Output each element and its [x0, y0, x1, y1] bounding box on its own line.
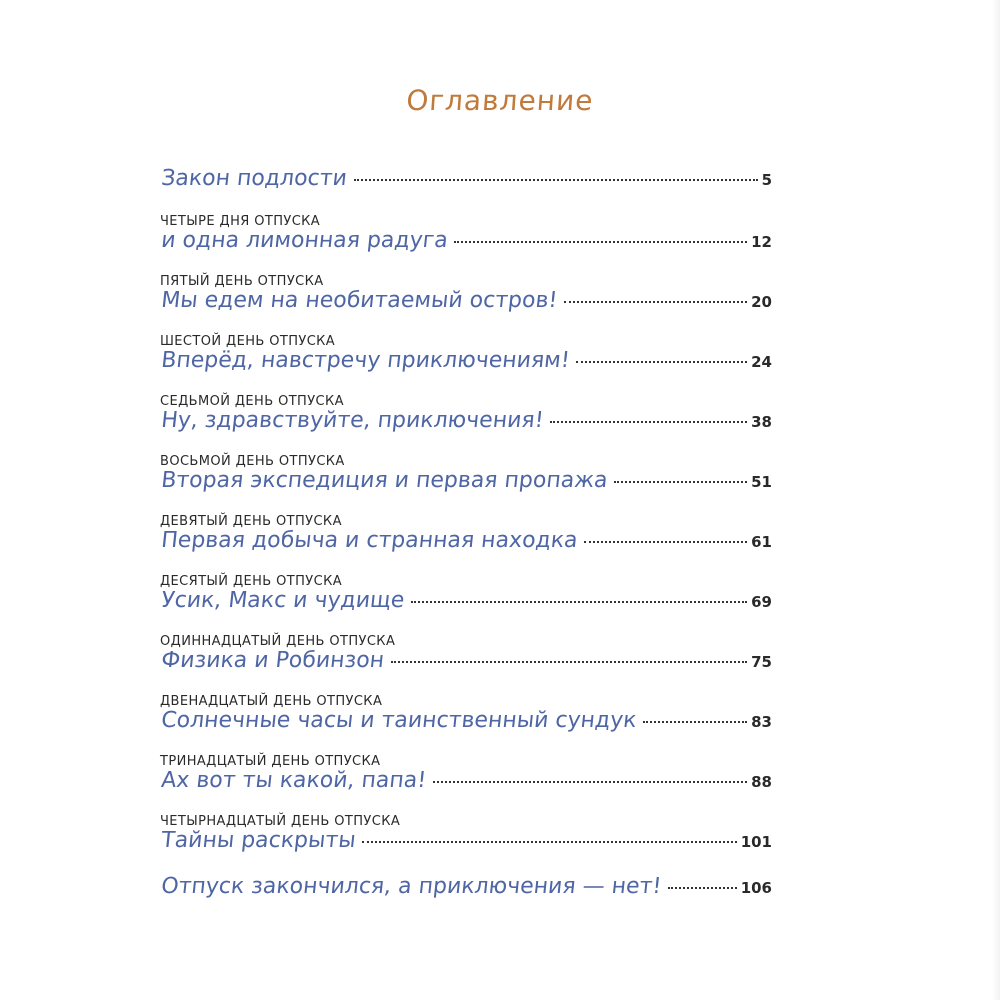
page-number: 51: [751, 473, 772, 491]
toc-entry: [160, 574, 772, 634]
page-number: 106: [740, 879, 772, 897]
dot-leader: [643, 721, 747, 723]
page-number: 88: [751, 773, 772, 791]
page-number: 24: [751, 353, 772, 371]
toc-line: [160, 828, 772, 853]
chapter-title: Мы едем на необитаемый остров!: [160, 288, 559, 313]
chapter-title: Вторая экспедиция и первая пропажа: [160, 468, 609, 493]
toc-line: [160, 408, 772, 433]
toc-heading: Оглавление: [405, 84, 595, 117]
chapter-day-label: ДЕВЯТЫЙ ДЕНЬ ОТПУСКА: [160, 514, 342, 529]
toc-entry: [160, 814, 772, 874]
toc-entry: [160, 514, 772, 574]
table-of-contents: [160, 166, 772, 918]
chapter-title: Тайны раскрыты: [160, 828, 357, 853]
dot-leader: [433, 781, 747, 783]
toc-entry: [160, 694, 772, 754]
chapter-day-label: ТРИНАДЦАТЫЙ ДЕНЬ ОТПУСКА: [160, 754, 381, 769]
dot-leader: [550, 421, 747, 423]
toc-entry: [160, 634, 772, 694]
chapter-title: Отпуск закончился, а приключения — нет!: [160, 874, 663, 899]
page-number: 101: [740, 833, 772, 851]
chapter-title: Вперёд, навстречу приключениям!: [160, 348, 571, 373]
chapter-title: Первая добыча и странная находка: [160, 528, 579, 553]
toc-line: [160, 528, 772, 553]
dot-leader: [411, 601, 747, 603]
chapter-day-label: ОДИННАДЦАТЫЙ ДЕНЬ ОТПУСКА: [160, 634, 396, 649]
chapter-title: Солнечные часы и таинственный сундук: [160, 708, 638, 733]
page-number: 5: [761, 171, 772, 189]
chapter-title: Усик, Макс и чудище: [160, 588, 406, 613]
page-number: 12: [751, 233, 772, 251]
page-number: 61: [751, 533, 772, 551]
page-edge-shadow: [992, 0, 1000, 1000]
toc-entry: [160, 454, 772, 514]
toc-line: [160, 874, 772, 899]
dot-leader: [564, 301, 747, 303]
dot-leader: [668, 887, 737, 889]
dot-leader: [362, 841, 736, 843]
toc-entry: [160, 166, 772, 214]
chapter-day-label: ПЯТЫЙ ДЕНЬ ОТПУСКА: [160, 274, 324, 289]
page-number: 38: [751, 413, 772, 431]
page-number: 20: [751, 293, 772, 311]
dot-leader: [614, 481, 747, 483]
chapter-day-label: ВОСЬМОЙ ДЕНЬ ОТПУСКА: [160, 454, 345, 469]
toc-entry: [160, 874, 772, 918]
toc-entry: [160, 394, 772, 454]
chapter-day-label: ДВЕНАДЦАТЫЙ ДЕНЬ ОТПУСКА: [160, 694, 383, 709]
dot-leader: [576, 361, 747, 363]
toc-line: [160, 708, 772, 733]
dot-leader: [584, 541, 747, 543]
chapter-title: Ну, здравствуйте, приключения!: [160, 408, 545, 433]
page-number: 69: [751, 593, 772, 611]
toc-line: [160, 768, 772, 793]
page-number: 75: [751, 653, 772, 671]
chapter-title: и одна лимонная радуга: [160, 228, 450, 253]
toc-line: [160, 588, 772, 613]
chapter-day-label: ШЕСТОЙ ДЕНЬ ОТПУСКА: [160, 334, 336, 349]
chapter-title: Ах вот ты какой, папа!: [160, 768, 428, 793]
chapter-day-label: ЧЕТЫРЕ ДНЯ ОТПУСКА: [160, 214, 321, 229]
toc-line: [160, 348, 772, 373]
toc-line: [160, 228, 772, 253]
page-number: 83: [751, 713, 772, 731]
toc-line: [160, 288, 772, 313]
dot-leader: [391, 661, 747, 663]
toc-line: [160, 648, 772, 673]
toc-entry: [160, 274, 772, 334]
chapter-title: Закон подлости: [160, 166, 349, 191]
dot-leader: [354, 179, 758, 181]
toc-entry: [160, 754, 772, 814]
toc-line: [160, 468, 772, 493]
toc-entry: [160, 214, 772, 274]
dot-leader: [454, 241, 747, 243]
toc-line: [160, 166, 772, 191]
toc-entry: [160, 334, 772, 394]
chapter-day-label: ЧЕТЫРНАДЦАТЫЙ ДЕНЬ ОТПУСКА: [160, 814, 401, 829]
chapter-day-label: ДЕСЯТЫЙ ДЕНЬ ОТПУСКА: [160, 574, 343, 589]
chapter-day-label: СЕДЬМОЙ ДЕНЬ ОТПУСКА: [160, 394, 344, 409]
chapter-title: Физика и Робинзон: [160, 648, 386, 673]
